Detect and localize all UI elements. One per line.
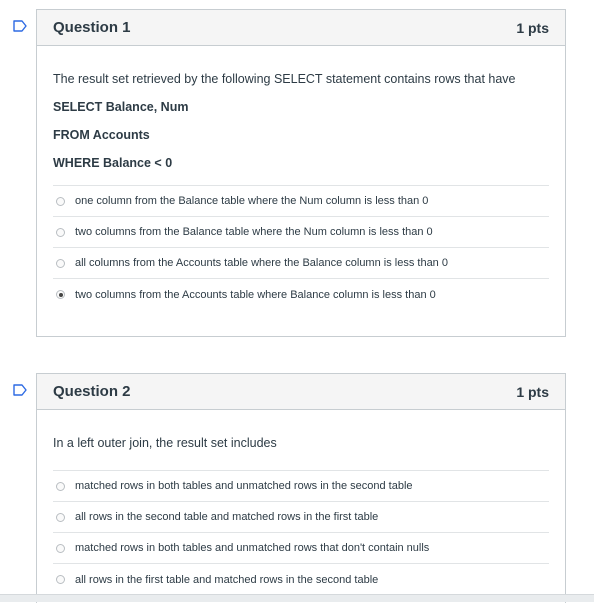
radio-button[interactable] [56, 575, 65, 584]
bookmark-flag-icon[interactable] [13, 20, 27, 32]
answer-label: one column from the Balance table where the Num column is less than 0 [75, 195, 429, 207]
radio-button[interactable] [56, 228, 65, 237]
question-title: Question 2 [53, 383, 131, 400]
answer-label: all rows in the first table and matched rows in the second table [75, 573, 379, 586]
question-header [37, 10, 565, 46]
radio-button[interactable] [56, 197, 65, 206]
question-text: In a left outer join, the result set includes [53, 436, 277, 450]
answer-option[interactable] [53, 186, 549, 217]
sql-line-where: WHERE Balance < 0 [53, 156, 173, 170]
radio-button[interactable] [56, 513, 65, 522]
radio-button[interactable] [56, 544, 65, 553]
answer-list [53, 185, 549, 310]
answer-label: two columns from the Balance table where the Num column is less than 0 [75, 226, 433, 238]
question-points: 1 pts [516, 383, 549, 400]
answer-option[interactable] [53, 533, 549, 564]
question-points: 1 pts [516, 19, 549, 36]
question-2-card [36, 373, 566, 603]
sql-line-from: FROM Accounts [53, 128, 150, 142]
answer-label: two columns from the Accounts table where Balance column is less than 0 [75, 288, 436, 301]
sql-line-select: SELECT Balance, Num [53, 100, 189, 114]
answer-label: all rows in the second table and matched rows in the first table [75, 511, 379, 523]
radio-button[interactable] [56, 482, 65, 491]
answer-label: matched rows in both tables and unmatched rows in the second table [75, 480, 413, 492]
answer-option[interactable] [53, 217, 549, 248]
question-text: The result set retrieved by the following SELECT statement contains rows that have [53, 72, 516, 86]
bookmark-flag-icon[interactable] [13, 384, 27, 396]
answer-label: matched rows in both tables and unmatched rows that don't contain nulls [75, 542, 430, 554]
answer-option[interactable] [53, 248, 549, 279]
answer-label: all columns from the Accounts table where the Balance column is less than 0 [75, 257, 448, 269]
question-1-card [36, 9, 566, 337]
answer-option[interactable] [53, 502, 549, 533]
answer-option[interactable] [53, 471, 549, 502]
answer-option[interactable] [53, 564, 549, 595]
answer-list [53, 470, 549, 595]
question-header [37, 374, 565, 410]
radio-button-selected[interactable] [56, 290, 65, 299]
radio-button[interactable] [56, 259, 65, 268]
question-title: Question 1 [53, 19, 131, 36]
answer-option[interactable] [53, 279, 549, 310]
